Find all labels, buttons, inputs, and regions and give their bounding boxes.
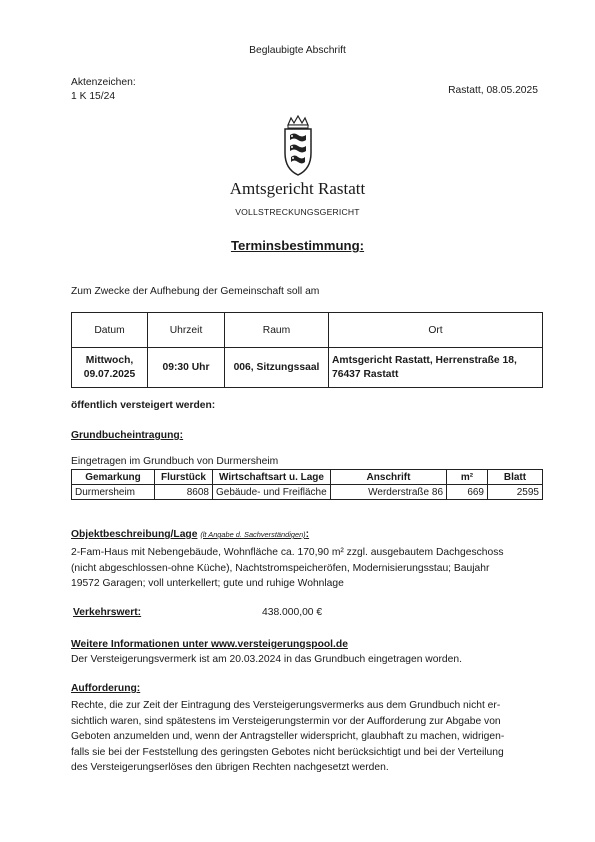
demand-line-1: Rechte, die zur Zeit der Eintragung des Versteigerungsvermerks aus dem Grundbuch nicht er- [71,700,501,711]
land-register-intro: Eingetragen im Grundbuch von Durmersheim [71,456,279,467]
intro-text: Zum Zwecke der Aufhebung der Gemeinschaft soll am [71,286,320,297]
header-blatt: Blatt [488,470,543,485]
demand-line-2: sichtlich waren, sind spätestens im Versteigerungstermin vor der Aufforderung zur Abgabe von [71,715,501,727]
table-row [72,348,543,388]
date-value: 09.07.2025 [83,368,136,380]
header-raum: Raum [225,313,329,348]
object-line-1: 2-Fam-Haus mit Nebengebäude, Wohnfläche ca. 170,90 m² zzgl. ausgebautem Dachgeschoss [71,547,504,558]
cell-room: 006, Sitzungssaal [225,348,329,388]
cell-anschrift: Werderstraße 86 [331,485,447,500]
coat-of-arms-icon [279,115,317,177]
land-register-table [71,469,543,500]
cell-gemarkung: Durmersheim [72,485,155,500]
auction-statement: öffentlich versteigert werden: [71,400,216,411]
date-weekday: Mittwoch, [85,354,134,366]
land-register-heading: Grundbucheintragung: [71,430,184,441]
header-ort: Ort [329,313,543,348]
appointment-table [71,312,543,388]
info-text: Der Versteigerungsvermerk ist am 20.03.2024 in das Grundbuch eingetragen worden. [71,654,462,665]
demand-heading: Aufforderung: [71,683,141,694]
object-heading-colon: : [305,529,310,540]
header-anschrift: Anschrift [331,470,447,485]
object-line-2: (nicht abgeschlossen-ohne Küche), Nachtstromspeicheröfen, Modernisierungsstau; Baujahr [71,562,490,574]
market-value-label: Verkehrswert: [73,607,142,618]
demand-line-3: Geboten anzumelden und, wenn der Antragsteller widerspricht, glaubhaft zu machen, widrigen- [71,731,505,743]
table-row [72,485,543,500]
table-header-row [72,470,543,485]
header-datum: Datum [72,313,148,348]
cell-flurstueck: 8608 [155,485,213,500]
object-heading-line [71,529,309,540]
market-value: 438.000,00 € [262,607,323,618]
cell-area: 669 [447,485,488,500]
document-title: Terminsbestimmung: [230,238,365,253]
cell-place [329,348,543,388]
place-line-2: 76437 Rastatt [332,368,399,380]
object-heading: Objektbeschreibung/Lage [71,529,198,540]
object-line-3: 19572 Garagen; voll unterkellert; gute und ruhige Wohnlage [71,578,344,590]
demand-text [71,698,551,776]
cell-wirtschaftsart: Gebäude- und Freifläche [213,485,331,500]
document-header: Beglaubigte Abschrift [249,45,346,56]
object-note: (lt Angabe d. Sachverständigen) [200,530,306,539]
header-uhrzeit: Uhrzeit [148,313,225,348]
header-area: m² [447,470,488,485]
cell-time: 09:30 Uhr [148,348,225,388]
cell-blatt: 2595 [488,485,543,500]
header-flurstueck: Flurstück [155,470,213,485]
court-department: VOLLSTRECKUNGSGERICHT [235,207,360,217]
demand-line-5: des Versteigerungserlöses den übrigen Rechten nachgesetzt werden. [71,762,389,774]
header-wirtschaftsart: Wirtschaftsart u. Lage [213,470,331,485]
file-reference-value: 1 K 15/24 [71,91,116,102]
header-gemarkung: Gemarkung [72,470,155,485]
court-name: Amtsgericht Rastatt [229,179,366,198]
demand-line-4: falls sie bei der Feststellung des geringsten Gebotes nicht berücksichtigt und bei der Verteilung [71,746,504,758]
table-header-row [72,313,543,348]
file-reference-label: Aktenzeichen: [71,77,136,88]
place-line-1: Amtsgericht Rastatt, Herrenstraße 18, [332,354,517,366]
info-heading: Weitere Informationen unter www.versteigerungspool.de [71,639,348,650]
object-description [71,545,551,592]
place-date: Rastatt, 08.05.2025 [448,85,538,96]
cell-date [72,348,148,388]
